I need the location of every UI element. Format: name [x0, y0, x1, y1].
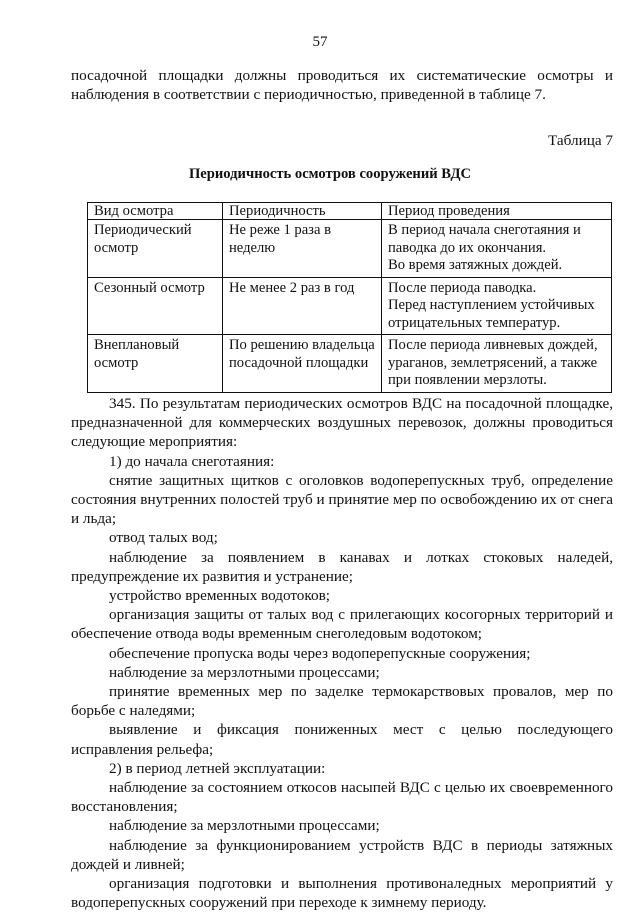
- paragraph: принятие временных мер по заделке термокарствовых провалов, мер по борьбе с наледями;: [71, 683, 613, 720]
- period-item: Перед наступлением устойчивых отрицательных температур.: [388, 297, 595, 331]
- cell-frequency: По решению владельца посадочной площадки: [223, 335, 382, 393]
- paragraph: устройство временных водотоков;: [109, 587, 330, 605]
- paragraph: наблюдение за мерзлотными процессами;: [109, 817, 380, 835]
- cell-inspection-type: Внеплановый осмотр: [88, 335, 223, 393]
- cell-frequency: Не менее 2 раз в год: [223, 277, 382, 335]
- paragraph: 2) в период летней эксплуатации:: [109, 759, 326, 777]
- period-item: После периода паводка.: [388, 279, 537, 296]
- paragraph: отвод талых вод;: [109, 529, 218, 547]
- cell-frequency: Не реже 1 раза в неделю: [223, 220, 382, 278]
- header-period: Период проведения: [382, 203, 612, 220]
- paragraph: обеспечение пропуска воды через водоперепускные сооружения;: [109, 644, 531, 662]
- paragraph: наблюдение за функционированием устройств ВДС в периоды затяжных дождей и ливней;: [71, 836, 613, 873]
- period-item: Во время затяжных дождей.: [388, 257, 563, 273]
- table-row: [88, 335, 612, 393]
- paragraph: 345. По результатам периодических осмотров ВДС на посадочной площадке, предназначенной для коммерческих воздушных перевозок, должны проводиться следующие мероприятия:: [71, 395, 613, 451]
- table-label: Таблица 7: [548, 132, 613, 149]
- body-text: [71, 394, 613, 912]
- cell-period: [382, 277, 612, 335]
- period-item: В период начала снеготаяния и паводка до их окончания.: [388, 222, 581, 256]
- cell-inspection-type: Сезонный осмотр: [88, 277, 223, 335]
- header-frequency: Периодичность: [223, 203, 382, 220]
- paragraph: наблюдение за состоянием откосов насыпей ВДС с целью их своевременного восстановления;: [71, 779, 613, 816]
- table-row: [88, 220, 612, 278]
- table-title: Периодичность осмотров сооружений ВДС: [188, 166, 472, 182]
- header-inspection-type: Вид осмотра: [88, 203, 223, 220]
- cell-period: После периода ливневых дождей, ураганов, землетрясений, а также при появлении мерзлоты.: [382, 335, 612, 393]
- paragraph: выявление и фиксация пониженных мест с целью последующего исправления рельефа;: [71, 721, 613, 758]
- cell-period: [382, 220, 612, 278]
- intro-paragraph: посадочной площадки должны проводиться их систематические осмотры и наблюдения в соответствии с периодичностью, приведенной в таблице 7.: [71, 67, 613, 103]
- table-header-row: [88, 203, 612, 220]
- cell-inspection-type: Периодический осмотр: [88, 220, 223, 278]
- inspection-table: [87, 202, 612, 393]
- paragraph: организация подготовки и выполнения противоналедных мероприятий у водоперепускных сооружений при переходе к зимнему периоду.: [71, 875, 613, 912]
- paragraph: наблюдение за появлением в канавах и лотках стоковых наледей, предупреждение их развития и устранение;: [71, 548, 613, 585]
- paragraph: 1) до начала снеготаяния:: [109, 452, 275, 470]
- table-row: [88, 277, 612, 335]
- page-number: 57: [312, 34, 328, 50]
- paragraph: наблюдение за мерзлотными процессами;: [109, 663, 380, 681]
- paragraph: организация защиты от талых вод с прилегающих косогорных территорий и обеспечение отвода воды временным снеголедовым водотоком;: [71, 606, 613, 643]
- paragraph: снятие защитных щитков с оголовков водоперепускных труб, определение состояния внутренних полостей труб и принятие мер по освобождению их от снега и льда;: [71, 471, 613, 528]
